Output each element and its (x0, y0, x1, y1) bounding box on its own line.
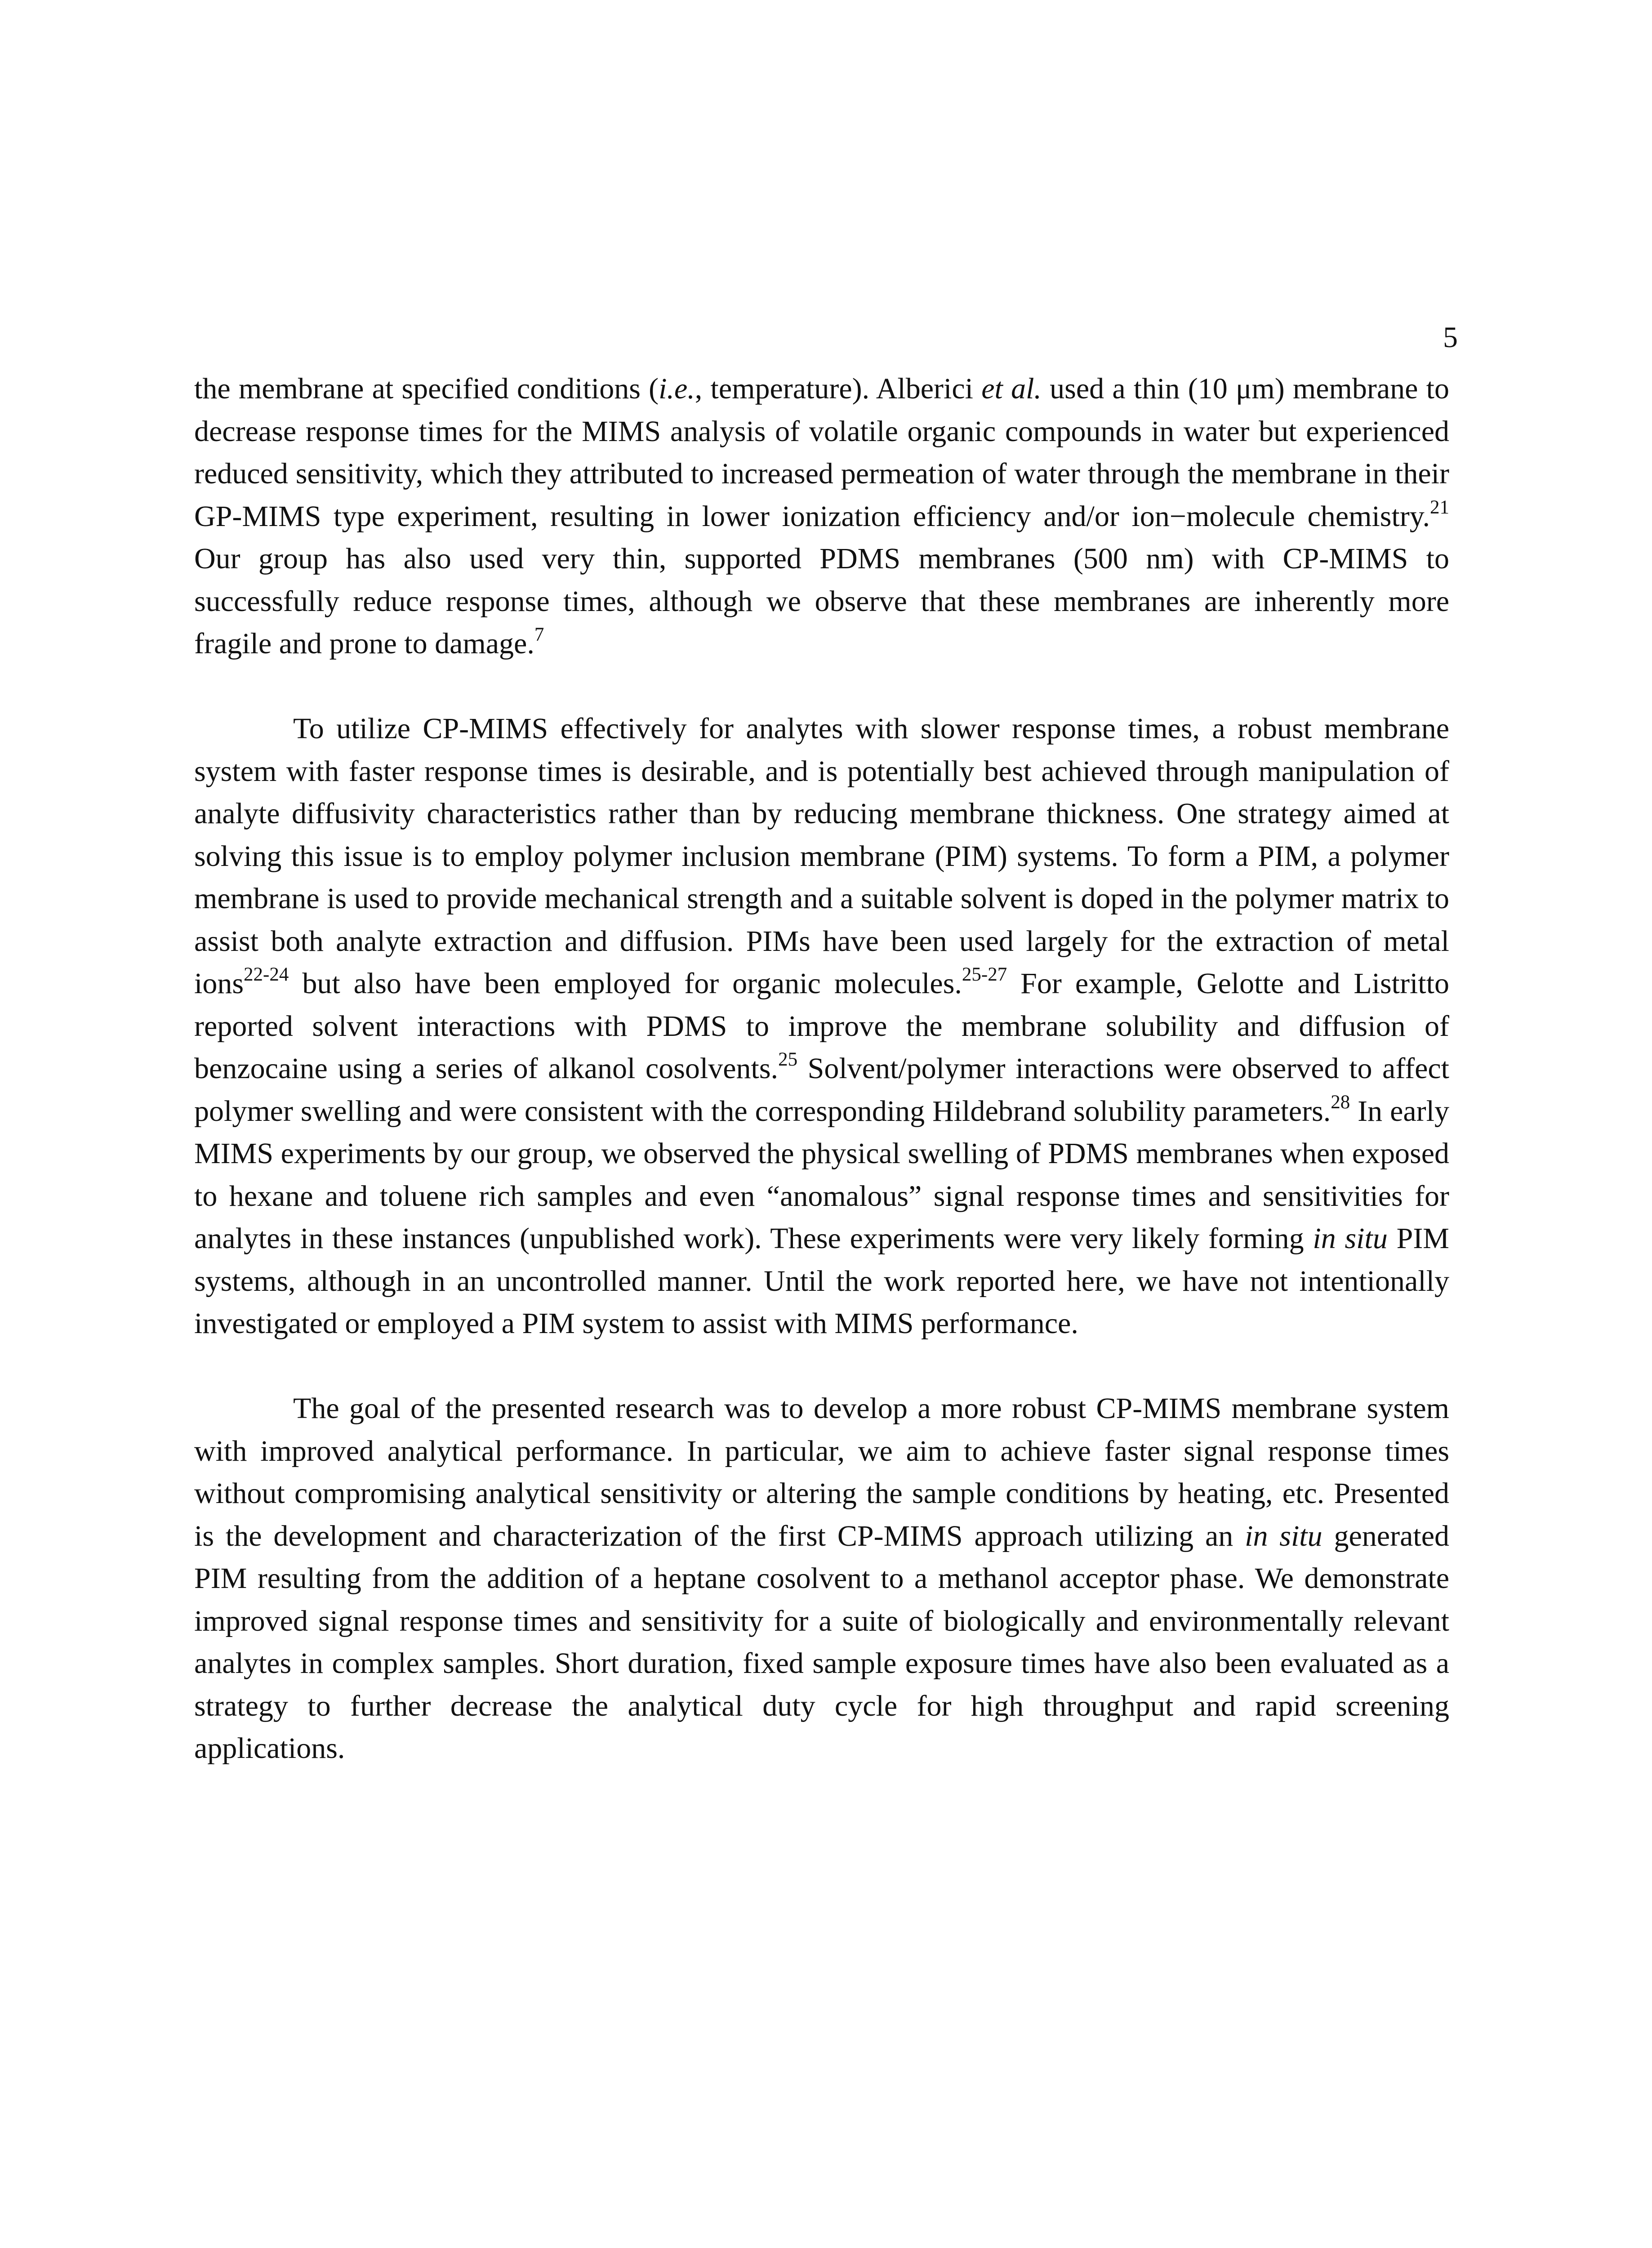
text-run: PIM systems, although in an uncontrolled manner. Until the work reported here, we have not intentionally investigated or employed a PIM system to assist with MIMS performance. (194, 1222, 1449, 1340)
citation-superscript: 25-27 (962, 964, 1007, 985)
paragraph-2 (194, 708, 1449, 1345)
citation-superscript: 25 (778, 1049, 798, 1070)
citation-superscript: 7 (534, 624, 544, 645)
citation-superscript: 28 (1331, 1091, 1350, 1113)
text-run: , temperature). Alberici (695, 372, 982, 405)
italic-text: i.e. (659, 372, 695, 405)
text-run: For example, Gelotte and Listritto reported solvent interactions with PDMS to improve the membrane solubility and diffusion of benzocaine using a series of alkanol cosolvents. (194, 967, 1449, 1085)
italic-text: et al. (981, 372, 1042, 405)
citation-superscript: 22-24 (244, 964, 289, 985)
citation-superscript: 21 (1430, 496, 1449, 518)
text-run: Our group has also used very thin, supported PDMS membranes (500 nm) with CP-MIMS to successfully reduce response times, although we observe that these membranes are inherently more fragile and prone to damage. (194, 542, 1449, 660)
italic-text: in situ (1245, 1519, 1322, 1552)
text-run: To utilize CP-MIMS effectively for analytes with slower response times, a robust membrane system with faster response times is desirable, and is potentially best achieved through manipulation of analyte diffusivity characteristics rather than by reducing membrane thickness. One strategy aimed at solving this issue is to employ polymer inclusion membrane (PIM) systems. To form a PIM, a polymer membrane is used to provide mechanical strength and a suitable solvent is doped in the polymer matrix to assist both analyte extraction and diffusion. PIMs have been used largely for the extraction of metal ions (194, 712, 1449, 1000)
text-run: Solvent/polymer interactions were observed to affect polymer swelling and were consistent with the corresponding Hildebrand solubility parameters. (194, 1052, 1450, 1128)
paragraph-1 (194, 368, 1449, 665)
italic-text: in situ (1313, 1222, 1388, 1255)
body-text (194, 368, 1449, 1770)
text-run: The goal of the presented research was to develop a more robust CP-MIMS membrane system with improved analytical performance. In particular, we aim to achieve faster signal response times without compromising analytical sensitivity or altering the sample conditions by heating, etc. Presented is the development and characterization of the first CP-MIMS approach utilizing an (194, 1392, 1449, 1552)
text-run: generated PIM resulting from the addition of a heptane cosolvent to a methanol acceptor phase. We demonstrate improved signal response times and sensitivity for a suite of biologically and environmentally relevant analytes in complex samples. Short duration, fixed sample exposure times have also been evaluated as a strategy to further decrease the analytical duty cycle for high throughput and rapid screening applications. (194, 1519, 1449, 1765)
text-run: but also have been employed for organic molecules. (289, 967, 962, 1000)
text-run: used a thin (10 μm) membrane to decrease response times for the MIMS analysis of volatile organic compounds in water but experienced reduced sensitivity, which they attributed to increased permeation of water through the membrane in their GP-MIMS type experiment, resulting in lower ionization efficiency and/or ion−molecule chemistry. (194, 372, 1450, 533)
paragraph-3 (194, 1387, 1449, 1770)
text-run: the membrane at specified conditions ( (194, 372, 659, 405)
page-number: 5 (1443, 321, 1458, 354)
text-run: In early MIMS experiments by our group, we observed the physical swelling of PDMS membranes when exposed to hexane and toluene rich samples and even “anomalous” signal response times and sensitivities for analytes in these instances (unpublished work). These experiments were very likely forming (194, 1094, 1450, 1255)
